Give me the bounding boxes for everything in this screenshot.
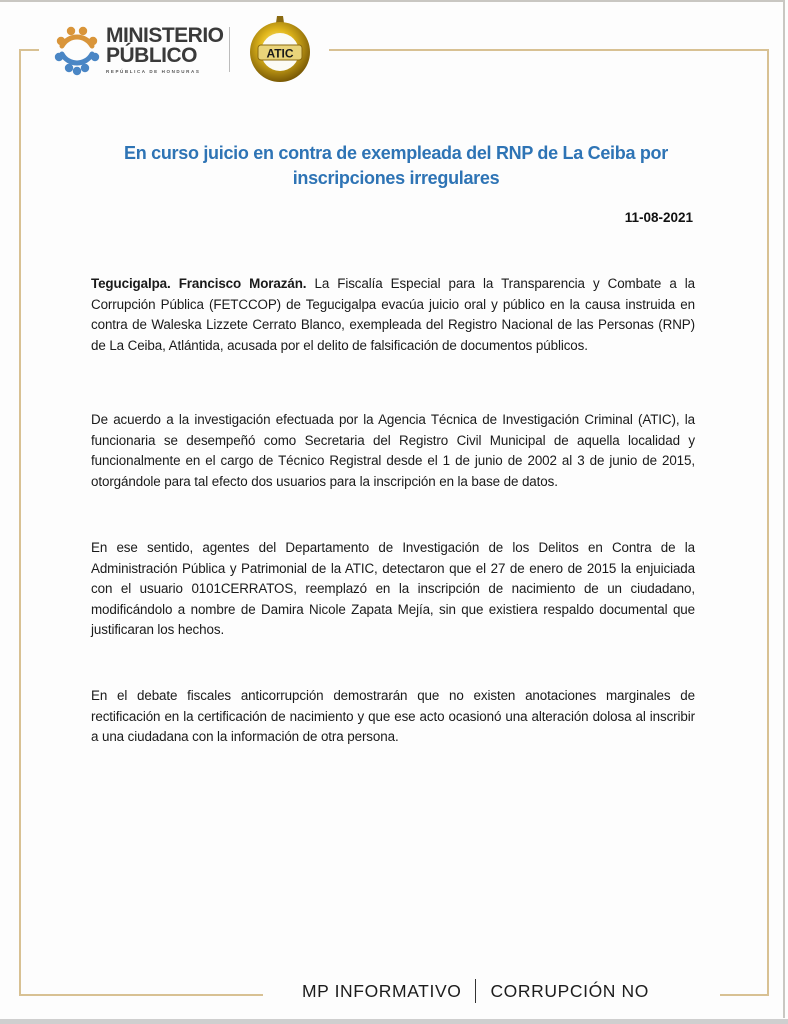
- footer-slogan: [302, 977, 649, 1005]
- article-date: 11-08-2021: [624, 210, 693, 225]
- paragraph-2: De acuerdo a la investigación efectuada por la Agencia Técnica de Investigación Criminal (ATIC), la funcionaria se desempeñó como Secretaria del Registro Civil Municipal de aquella localidad y funcionalmente en el cargo de Técnico Registral desde el 1 de junio de 2002 al 3 de junio de 2015, otorgándole para tal efecto dos usuarios para la inscripción en la base de datos.: [91, 412, 695, 489]
- paragraph-3: En ese sentido, agentes del Departamento de Investigación de los Delitos en Contra de la Administración Pública y Patrimonial de la ATIC, detectaron que el 27 de enero de 2015 la enjuiciada con el usuario 0101CERRATOS, reemplazó en la inscripción de nacimiento de un ciudadano, modificándolo a nombre de Damira Nicole Zapata Mejía, sin que existiera respaldo documental que justificaran los hechos.: [91, 540, 695, 637]
- people-circle-icon: [52, 24, 102, 76]
- article-title: En curso juicio en contra de exempleada del RNP de La Ceiba por inscripciones irregulares: [124, 143, 668, 188]
- frame-top-right: [329, 49, 769, 51]
- footer-separator: [475, 979, 476, 1003]
- logo-divider: [229, 27, 230, 72]
- paragraph-1: [91, 274, 695, 356]
- paragraph-4: En el debate fiscales anticorrupción demostrarán que no existen anotaciones marginales de rectificación en la certificación de nacimiento y que ese acto ocasionó una alteración dolosa al inscribir a una ciudadana con la información de otra persona.: [91, 688, 695, 744]
- frame-right: [767, 49, 769, 995]
- frame-bottom-left: [19, 994, 263, 996]
- org-name-line1: MINISTERIO: [106, 24, 224, 47]
- paragraph-1-body: La Fiscalía Especial para la Transparencia y Combate a la Corrupción Pública (FETCCOP) de Tegucigalpa evacúa juicio oral y público en la causa instruida en contra de Waleska Lizzete Cerrato Blanco, exempleada del Registro Nacional de las Personas (RNP) de La Ceiba, Atlántida, acusada por el delito de falsificación de documentos públicos.: [91, 276, 695, 353]
- atic-label: ATIC: [266, 46, 294, 61]
- footer-corrupcion-no: CORRUPCIÓN NO: [490, 980, 649, 1001]
- org-name-line2: PÚBLICO: [106, 44, 197, 67]
- page-bottom-edge: [0, 1019, 788, 1024]
- frame-top-left: [20, 49, 39, 51]
- frame-bottom-right: [720, 994, 769, 996]
- org-subtitle: REPÚBLICA DE HONDURAS: [106, 69, 201, 74]
- paragraph-1-dateline: Tegucigalpa. Francisco Morazán.: [91, 276, 307, 291]
- frame-left: [19, 49, 21, 995]
- footer-mp-informativo: MP INFORMATIVO: [302, 980, 462, 1001]
- atic-emblem-icon: [246, 14, 314, 84]
